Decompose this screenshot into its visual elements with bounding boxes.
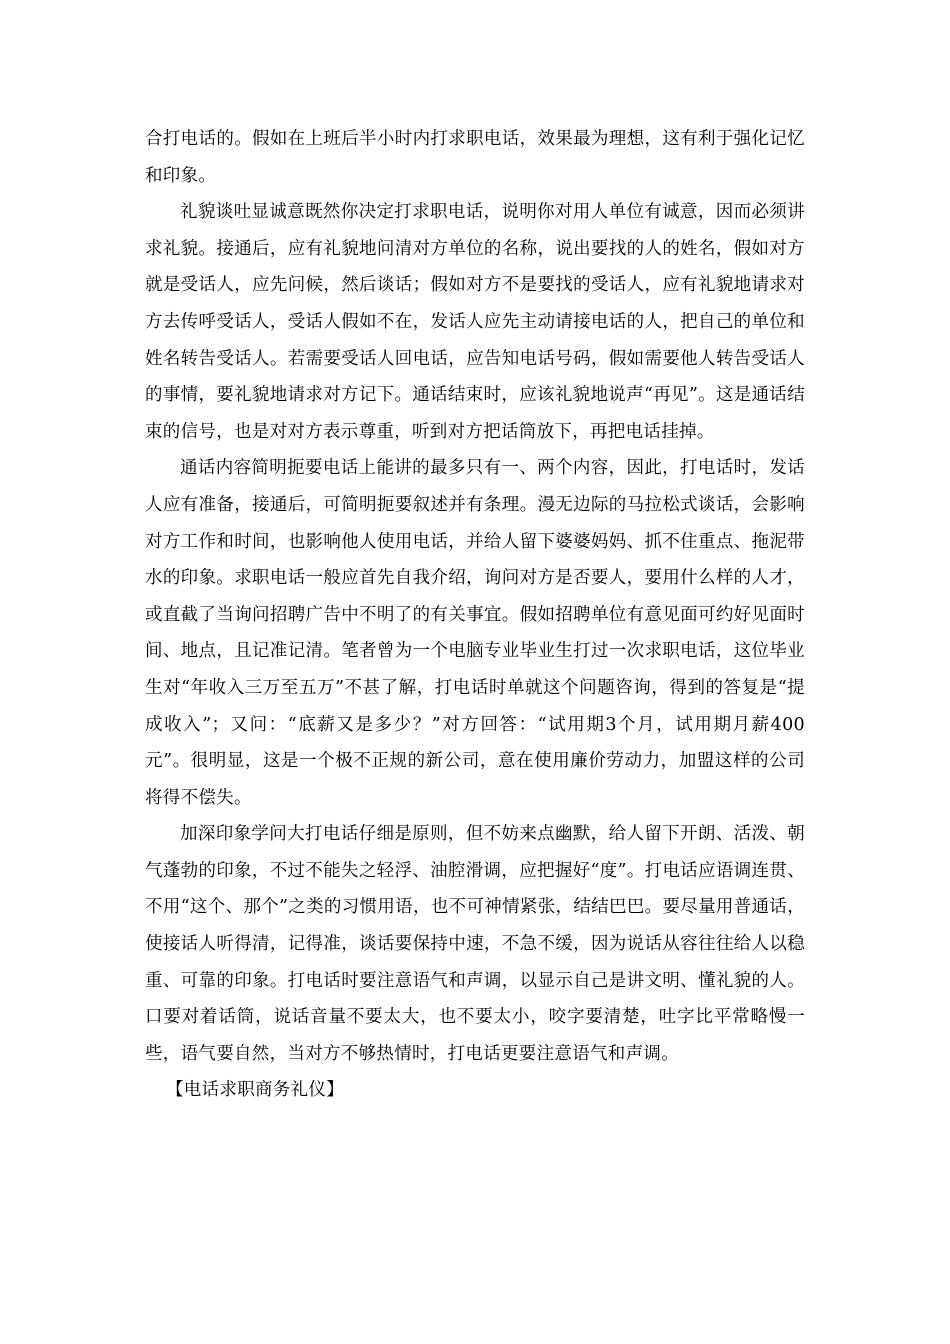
- document-body: [145, 121, 805, 1109]
- paragraph-courtesy: 礼貌谈吐显诚意既然你决定打求职电话，说明你对用人单位有诚意，因而必须讲求礼貌。接通后，应有礼貌地问清对方单位的名称，说出要找的人的姓名，假如对方就是受话人，应先问候，然后谈话；假如对方不是要找的受话人，应有礼貌地请求对方去传呼受话人，受话人假如不在，发话人应先主动请接电话的人，把自己的单位和姓名转告受话人。若需要受话人回电话，应告知电话号码，假如需要他人转告受话人的事情，要礼貌地请求对方记下。通话结束时，应该礼貌地说声“再见”。这是通话结束的信号，也是对对方表示尊重，听到对方把话筒放下，再把电话挂掉。: [145, 202, 805, 442]
- section-heading: 【电话求职商务礼仪】: [166, 1080, 344, 1101]
- paragraph-deepen-impression: 加深印象学问大打电话仔细是原则，但不妨来点幽默，给人留下开朗、活泼、朝气蓬勃的印象，不过不能失之轻浮、油腔滑调，应把握好“度”。打电话应语调连贯、不用“这个、那个”之类的习惯用语，也不可神情紧张，结结巴巴。要尽量用普通话，使接话人听得清，记得准，谈话要保持中速，不急不缓，因为说话从容往往给人以稳重、可靠的印象。打电话时要注意语气和声调，以显示自己是讲文明、懂礼貌的人。口要对着话筒，说话音量不要太大，也不要太小，咬字要清楚，吐字比平常略慢一些，语气要自然，当对方不够热情时，打电话更要注意语气和声调。: [145, 824, 805, 1064]
- paragraph-continuation: 合打电话的。假如在上班后半小时内打求职电话，效果最为理想，这有利于强化记忆和印象。: [145, 129, 805, 186]
- paragraph-concise-content: 通话内容简明扼要电话上能讲的最多只有一、两个内容，因此，打电话时，发话人应有准备，接通后，可简明扼要叙述并有条理。漫无边际的马拉松式谈话，会影响对方工作和时间，也影响他人使用电话，并给人留下婆婆妈妈、抓不住重点、拖泥带水的印象。求职电话一般应首先自我介绍，询问对方是否要人，要用什么样的人才，或直截了当询问招聘广告中不明了的有关事宜。假如招聘单位有意见面可约好见面时间、地点，且记准记清。笔者曾为一个电脑专业毕业生打过一次求职电话，这位毕业生对“年收入三万至五万”不甚了解，打电话时单就这个问题咨询，得到的答复是“提成收入”；又问：“底薪又是多少？”对方回答：“试用期3个月，试用期月薪400元”。很明显，这是一个极不正规的新公司，意在使用廉价劳动力，加盟这样的公司将得不偿失。: [145, 458, 805, 808]
